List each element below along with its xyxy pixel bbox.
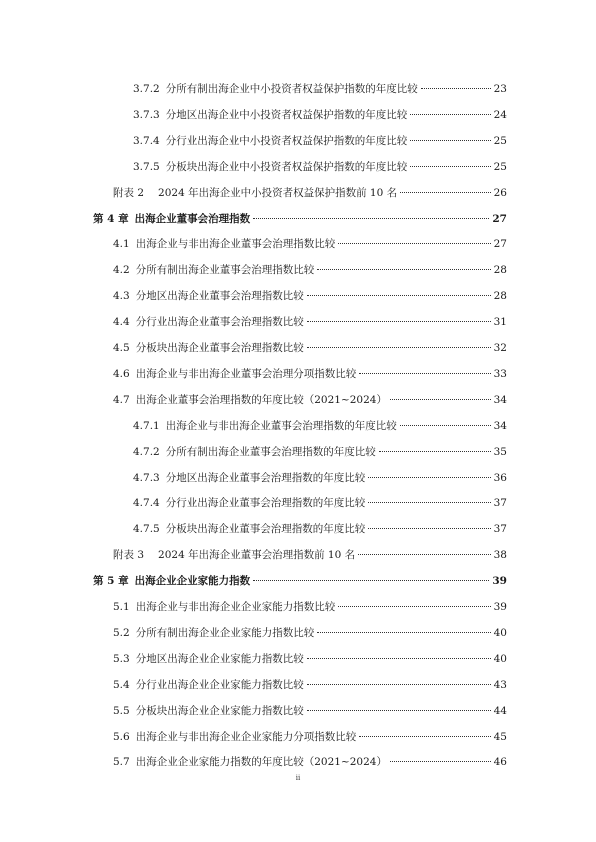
toc-entry-title: 2024 年出海企业董事会治理指数前 10 名 [158,549,356,562]
toc-entry-number: 3.7.3 [133,108,160,121]
toc-entry-title: 分地区出海企业企业家能力指数比较 [135,652,304,665]
toc-entry-page-number: 26 [493,186,507,199]
toc-entry-number: 5.6 [113,730,130,743]
toc-entry-title: 分板块出海企业董事会治理指数的年度比较 [165,523,366,536]
toc-entry-number: 4.3 [113,290,130,303]
toc-entry-page-number: 28 [493,264,507,277]
toc-entry[interactable] [113,598,507,616]
toc-entry-title: 出海企业与非出海企业企业家能力分项指数比较 [135,730,357,743]
toc-dot-leader [390,761,491,762]
toc-entry-title: 出海企业与非出海企业董事会治理指数比较 [135,238,336,251]
toc-entry[interactable] [113,365,507,383]
toc-entry[interactable] [133,132,507,150]
toc-dot-leader [359,736,490,737]
toc-dot-leader [359,373,490,374]
toc-dot-leader [421,88,491,89]
toc-entry[interactable] [133,443,507,461]
toc-dot-leader [317,269,490,270]
toc-entry-title: 分行业出海企业董事会治理指数的年度比较 [165,497,366,510]
toc-entry[interactable] [113,624,507,642]
toc-entry-number: 附表 3 [113,549,145,562]
toc-entry-title: 分所有制出海企业中小投资者权益保护指数的年度比较 [165,83,418,95]
toc-entry-page-number: 40 [493,652,507,665]
toc-entry-title: 分地区出海企业董事会治理指数的年度比较 [165,471,366,484]
toc-dot-leader [307,658,491,659]
toc-entry[interactable] [133,158,507,176]
toc-entry-number: 附表 2 [113,186,145,199]
toc-entry-page-number: 25 [493,160,507,173]
toc-entry-number: 4.1 [113,238,130,251]
toc-entry-title: 分所有制出海企业企业家能力指数比较 [135,626,315,639]
toc-dot-leader [368,528,490,529]
toc-entry-number: 5.3 [113,652,130,665]
toc-entry[interactable] [113,235,507,253]
toc-entry[interactable] [113,546,507,564]
toc-entry-page-number: 25 [493,134,507,147]
toc-entry[interactable] [113,184,507,202]
toc-entry-page-number: 35 [493,445,507,458]
toc-entry-number: 4.2 [113,264,130,277]
toc-entry-number: 第 4 章 [93,212,129,225]
toc-chapter-entry[interactable] [93,210,507,228]
toc-entry-number: 5.5 [113,704,130,717]
toc-entry-number: 4.7.3 [133,471,160,484]
toc-dot-leader [368,502,490,503]
toc-entry-number: 5.2 [113,626,130,639]
toc-entry-title: 分地区出海企业董事会治理指数比较 [135,290,304,303]
toc-entry[interactable] [113,702,507,720]
toc-dot-leader [253,580,489,581]
toc-entry-page-number: 33 [493,367,507,380]
toc-dot-leader [253,218,489,219]
toc-dot-leader [358,554,490,555]
toc-entry-page-number: 23 [493,83,507,95]
toc-entry-number: 4.4 [113,316,130,329]
toc-dot-leader [338,606,490,607]
toc-entry-title: 出海企业董事会治理指数 [134,212,251,225]
toc-entry-title: 分板块出海企业中小投资者权益保护指数的年度比较 [165,160,408,173]
toc-entry-page-number: 37 [493,497,507,510]
toc-entry-title: 分行业出海企业董事会治理指数比较 [135,316,304,329]
toc-dot-leader [400,192,490,193]
toc-dot-leader [379,451,491,452]
toc-entry-number: 4.7.5 [133,523,160,536]
toc-entry-title: 2024 年出海企业中小投资者权益保护指数前 10 名 [158,186,398,199]
toc-entry-title: 分板块出海企业董事会治理指数比较 [135,342,304,354]
toc-entry-page-number: 39 [492,575,507,588]
toc-entry-page-number: 40 [493,626,507,639]
toc-entry-number: 4.7 [113,393,130,406]
toc-entry-page-number: 43 [493,678,507,691]
toc-entry[interactable] [113,339,507,357]
toc-entry-title: 出海企业与非出海企业董事会治理分项指数比较 [135,367,357,380]
toc-entry-number: 4.5 [113,342,130,354]
toc-entry-page-number: 28 [493,290,507,303]
toc-entry[interactable] [133,520,507,538]
toc-entry-page-number: 46 [493,756,507,769]
toc-entry-page-number: 37 [493,523,507,536]
toc-dot-leader [307,347,491,348]
toc-entry[interactable] [113,391,507,409]
toc-entry[interactable] [113,676,507,694]
toc-entry-number: 3.7.2 [133,83,160,95]
toc-entry-page-number: 38 [493,549,507,562]
toc-entry-number: 4.7.4 [133,497,160,510]
toc-entry-title: 分行业出海企业企业家能力指数比较 [135,678,304,691]
page-number: ii [295,774,301,782]
toc-entry[interactable] [113,650,507,668]
toc-chapter-entry[interactable] [93,572,507,590]
toc-entry-title: 分地区出海企业中小投资者权益保护指数的年度比较 [165,108,408,121]
toc-entry[interactable] [113,728,507,746]
toc-entry[interactable] [113,287,507,305]
toc-entry[interactable] [133,417,507,435]
toc-entry-number: 5.7 [113,756,130,769]
toc-entry[interactable] [133,106,507,124]
toc-entry-number: 4.6 [113,367,130,380]
toc-dot-leader [307,684,491,685]
toc-dot-leader [368,477,490,478]
toc-entry[interactable] [113,753,507,771]
toc-entry-page-number: 32 [493,342,507,354]
toc-dot-leader [338,243,490,244]
toc-dot-leader [317,632,490,633]
toc-entry-title: 出海企业董事会治理指数的年度比较（2021~2024） [135,393,387,406]
toc-entry-number: 5.4 [113,678,130,691]
toc-entry-page-number: 31 [493,316,507,329]
toc-entry-page-number: 45 [493,730,507,743]
toc-entry-number: 4.7.2 [133,445,160,458]
toc-entry-title: 出海企业企业家能力指数 [134,575,251,588]
toc-dot-leader [410,114,490,115]
toc-entry-page-number: 27 [492,212,507,225]
toc-entry-title: 出海企业与非出海企业董事会治理指数的年度比较 [165,419,397,432]
toc-dot-leader [307,295,491,296]
toc-entry-number: 5.1 [113,601,130,613]
toc-entry-number: 3.7.4 [133,134,160,147]
toc-entry-title: 出海企业与非出海企业企业家能力指数比较 [135,601,336,613]
toc-entry-title: 分行业出海企业中小投资者权益保护指数的年度比较 [165,134,408,147]
toc-dot-leader [307,321,491,322]
toc-entry-page-number: 36 [493,471,507,484]
toc-entry-title: 出海企业企业家能力指数的年度比较（2021~2024） [135,756,387,769]
toc-entry-page-number: 34 [493,393,507,406]
toc-dot-leader [410,166,490,167]
toc-entry-page-number: 27 [493,238,507,251]
toc-entry[interactable] [113,313,507,331]
toc-dot-leader [390,399,491,400]
toc-entry-page-number: 39 [493,601,507,613]
toc-dot-leader [400,425,491,426]
toc-entry[interactable] [133,469,507,487]
toc-entry-page-number: 34 [493,419,507,432]
toc-entry-number: 4.7.1 [133,419,160,432]
toc-entry[interactable] [113,261,507,279]
toc-entry-number: 3.7.5 [133,160,160,173]
toc-entry-number: 第 5 章 [93,575,129,588]
toc-entry[interactable] [133,80,507,98]
toc-entry-title: 分板块出海企业企业家能力指数比较 [135,704,304,717]
toc-entry-page-number: 44 [493,704,507,717]
toc-dot-leader [307,710,491,711]
toc-entry-title: 分所有制出海企业董事会治理指数的年度比较 [165,445,376,458]
toc-entry-title: 分所有制出海企业董事会治理指数比较 [135,264,315,277]
toc-entry[interactable] [133,494,507,512]
toc-dot-leader [410,140,490,141]
toc-entry-page-number: 24 [493,108,507,121]
